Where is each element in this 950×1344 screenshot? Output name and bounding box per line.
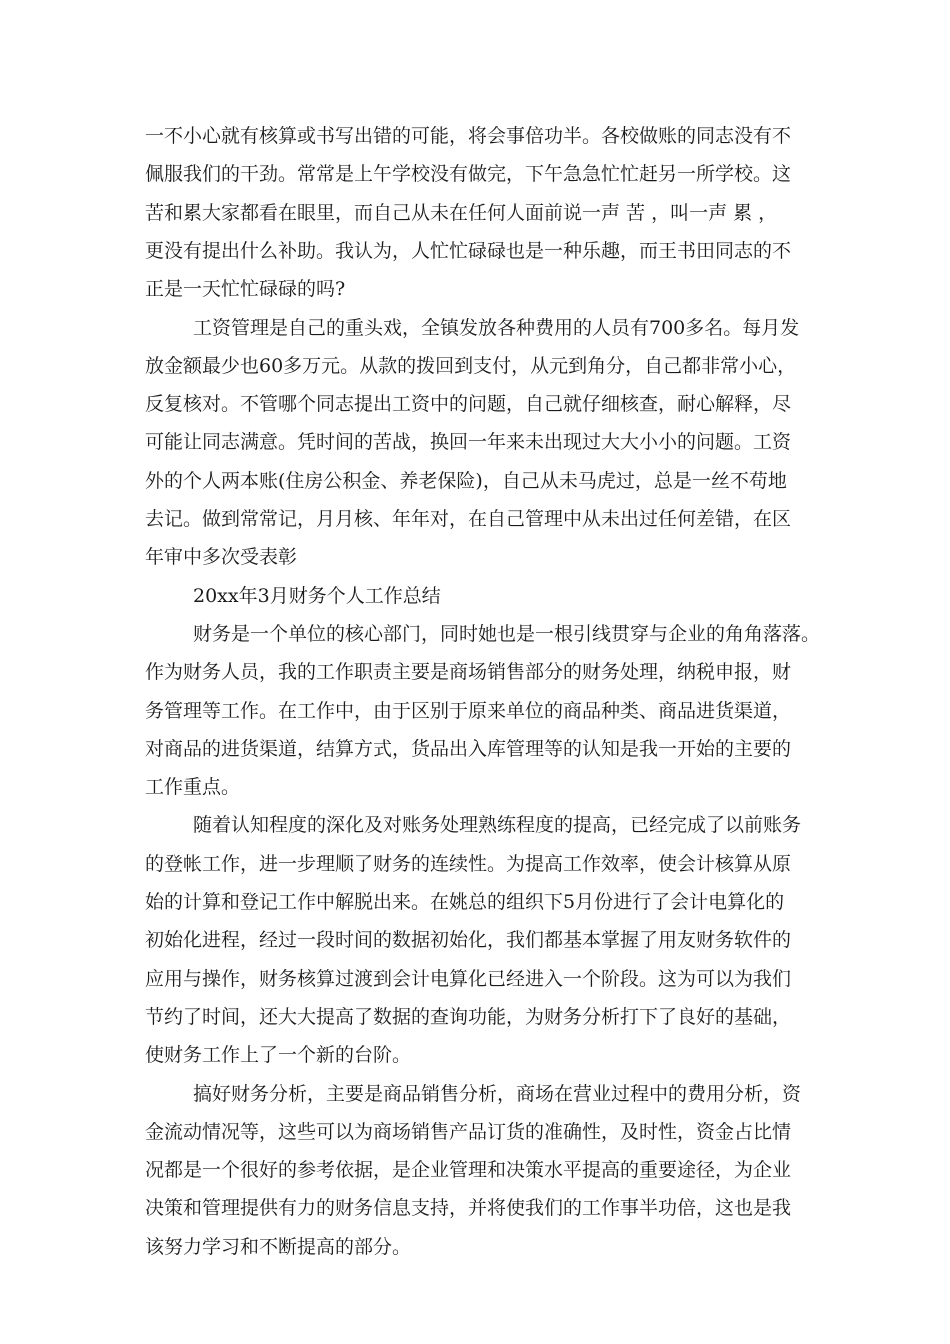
text-line: 随着认知程度的深化及对账务处理熟练程度的提高，已经完成了以前账务 — [193, 814, 802, 836]
text-line: 财务是一个单位的核心部门，同时她也是一根引线贯穿与企业的角角落落。 — [193, 623, 821, 645]
text-line: 可能让同志满意。凭时间的苦战，换回一年来未出现过大大小小的问题。工资 — [145, 431, 792, 453]
text-line: 苦和累大家都看在眼里，而自己从未在任何人面前说一声 苦 ，叫一声 累 ， — [145, 202, 778, 224]
text-line: 况都是一个很好的参考依据，是企业管理和决策水平提高的重要途径，为企业 — [145, 1159, 792, 1181]
text-line: 去记。做到常常记，月月核、年年对，在自己管理中从未出过任何差错，在区 — [145, 508, 792, 530]
text-line: 使财务工作上了一个新的台阶。 — [145, 1044, 412, 1066]
text-line: 初始化进程，经过一段时间的数据初始化，我们都基本掌握了用友财务软件的 — [145, 929, 792, 951]
text-line: 工资管理是自己的重头戏，全镇发放各种费用的人员有700多名。每月发 — [193, 317, 800, 339]
text-line: 正是一天忙忙碌碌的吗? — [145, 278, 346, 300]
text-line: 20xx年3月财务个人工作总结 — [193, 585, 441, 607]
text-line: 的登帐工作，进一步理顺了财务的连续性。为提高工作效率，使会计核算从原 — [145, 853, 792, 875]
text-line: 年审中多次受表彰 — [145, 546, 298, 568]
text-line: 搞好财务分析，主要是商品销售分析，商场在营业过程中的费用分析，资 — [193, 1083, 802, 1105]
text-line: 反复核对。不管哪个同志提出工资中的问题，自己就仔细核查，耐心解释，尽 — [145, 393, 792, 415]
text-line: 一不小心就有核算或书写出错的可能，将会事倍功半。各校做账的同志没有不 — [145, 125, 792, 147]
text-line: 决策和管理提供有力的财务信息支持，并将使我们的工作事半功倍，这也是我 — [145, 1197, 792, 1219]
text-line: 放金额最少也60多万元。从款的拨回到支付，从元到角分，自己都非常小心， — [145, 355, 797, 377]
text-line: 金流动情况等，这些可以为商场销售产品订货的准确性，及时性，资金占比情 — [145, 1121, 792, 1143]
text-line: 对商品的进货渠道，结算方式，货品出入库管理等的认知是我一开始的主要的 — [145, 738, 792, 760]
text-line: 更没有提出什么补助。我认为，人忙忙碌碌也是一种乐趣，而王书田同志的不 — [145, 240, 792, 262]
text-line: 作为财务人员，我的工作职责主要是商场销售部分的财务处理，纳税申报，财 — [145, 661, 792, 683]
text-line: 节约了时间，还大大提高了数据的查询功能，为财务分析打下了良好的基础， — [145, 1006, 792, 1028]
text-line: 应用与操作，财务核算过渡到会计电算化已经进入一个阶段。这为可以为我们 — [145, 968, 792, 990]
text-line: 外的个人两本账(住房公积金、养老保险)，自己从未马虎过，总是一丝不苟地 — [145, 470, 787, 492]
text-line: 始的计算和登记工作中解脱出来。在姚总的组织下5月份进行了会计电算化的 — [145, 891, 785, 913]
text-line: 工作重点。 — [145, 776, 241, 798]
text-line: 务管理等工作。在工作中，由于区别于原来单位的商品种类、商品进货渠道， — [145, 700, 792, 722]
text-line: 佩服我们的干劲。常常是上午学校没有做完，下午急急忙忙赶另一所学校。这 — [145, 163, 792, 185]
text-line: 该努力学习和不断提高的部分。 — [145, 1236, 412, 1258]
